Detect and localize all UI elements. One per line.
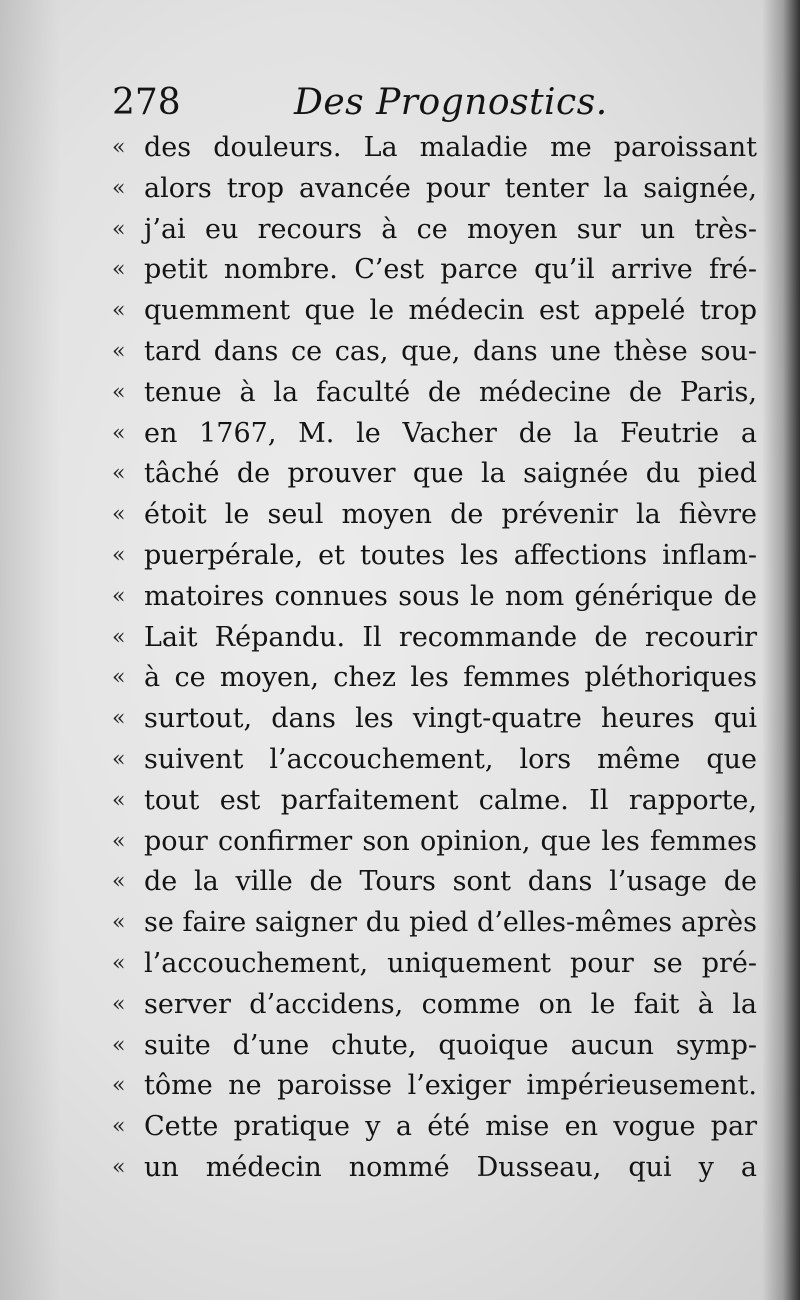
quote-mark: «	[112, 828, 126, 854]
text-line	[112, 1148, 757, 1189]
line-text: suivent l’accouchement, lors même que	[144, 743, 757, 775]
line-text: suite d’une chute, quoique aucun symp-	[144, 1029, 757, 1061]
text-line	[112, 740, 757, 781]
text-line	[112, 332, 757, 373]
line-text: des douleurs. La maladie me paroissant	[144, 132, 757, 163]
quote-mark: «	[112, 950, 126, 976]
line-text: l’accouchement, uniquement pour se pré-	[144, 947, 757, 979]
text-line	[112, 454, 757, 495]
text-line	[112, 985, 757, 1026]
quote-mark: «	[112, 1114, 126, 1140]
line-text: en 1767, M. le Vacher de la Feutrie a	[144, 417, 757, 449]
text-line	[112, 169, 757, 210]
page-header	[112, 78, 752, 128]
quote-mark: «	[112, 787, 126, 813]
quote-mark: «	[112, 502, 126, 528]
text-line	[112, 1026, 757, 1067]
text-line	[112, 1107, 757, 1148]
line-text: puerpérale, et toutes les affections inflam-	[144, 539, 757, 571]
line-text: Lait Répandu. Il recommande de recourir	[144, 621, 757, 653]
text-line	[112, 944, 757, 985]
quote-mark: «	[112, 135, 126, 160]
text-line	[112, 495, 757, 536]
text-line	[112, 1066, 757, 1107]
text-line	[112, 658, 757, 699]
line-text: à ce moyen, chez les femmes pléthoriques	[144, 662, 757, 694]
text-line	[112, 822, 757, 863]
text-line	[112, 618, 757, 659]
quote-mark: «	[112, 338, 126, 364]
line-text: server d’accidens, comme on le fait à la	[144, 988, 757, 1020]
line-text: surtout, dans les vingt-quatre heures qui	[144, 703, 757, 735]
text-line	[112, 373, 757, 414]
quote-mark: «	[112, 1032, 126, 1058]
line-text: se faire saigner du pied d’elles-mêmes après	[144, 907, 757, 939]
body-text	[112, 128, 757, 1189]
quote-mark: «	[112, 746, 126, 772]
quote-mark: «	[112, 1073, 126, 1099]
text-line	[112, 699, 757, 740]
text-line	[112, 903, 757, 944]
text-line	[112, 781, 757, 822]
quote-mark: «	[112, 869, 126, 895]
quote-mark: «	[112, 420, 126, 446]
line-text: étoit le seul moyen de prévenir la fièvre	[144, 499, 757, 531]
text-line	[112, 250, 757, 291]
line-text: de la ville de Tours sont dans l’usage de	[144, 866, 757, 898]
text-line	[112, 414, 757, 455]
line-text: tard dans ce cas, que, dans une thèse sou-	[144, 335, 757, 367]
text-line	[112, 291, 757, 332]
line-text: j’ai eu recours à ce moyen sur un très-	[144, 213, 757, 245]
quote-mark: «	[112, 910, 126, 936]
line-text: tâché de prouver que la saignée du pied	[144, 458, 757, 490]
line-text: petit nombre. C’est parce qu’il arrive fré-	[144, 254, 757, 286]
line-text: Cette pratique y a été mise en vogue par	[144, 1111, 757, 1143]
quote-mark: «	[112, 175, 126, 201]
quote-mark: «	[112, 991, 126, 1017]
page-number: 278	[112, 82, 181, 123]
quote-mark: «	[112, 461, 126, 487]
quote-mark: «	[112, 216, 126, 242]
line-text: un médecin nommé Dusseau, qui y a	[144, 1151, 757, 1183]
text-line	[112, 210, 757, 251]
quote-mark: «	[112, 298, 126, 324]
text-line	[112, 536, 757, 577]
line-text: tout est parfaitement calme. Il rapporte,	[144, 784, 757, 816]
running-title: Des Prognostics.	[294, 82, 608, 123]
page-shadow-left	[0, 0, 60, 1300]
line-text: alors trop avancée pour tenter la saignée,	[144, 172, 757, 204]
quote-mark: «	[112, 257, 126, 283]
quote-mark: «	[112, 379, 126, 405]
page-edge-shadow	[762, 0, 800, 1300]
line-text: tôme ne paroisse l’exiger impérieusement.	[144, 1070, 757, 1102]
text-line	[112, 862, 757, 903]
quote-mark: «	[112, 583, 126, 609]
quote-mark: «	[112, 542, 126, 568]
quote-mark: «	[112, 706, 126, 732]
line-text: matoires connues sous le nom générique de	[144, 580, 757, 612]
text-line	[112, 577, 757, 618]
line-text: pour confirmer son opinion, que les femmes	[144, 825, 757, 857]
text-line	[112, 128, 757, 169]
line-text: tenue à la faculté de médecine de Paris,	[144, 376, 757, 408]
quote-mark: «	[112, 1154, 126, 1180]
quote-mark: «	[112, 624, 126, 650]
line-text: quemment que le médecin est appelé trop	[144, 295, 757, 327]
quote-mark: «	[112, 665, 126, 691]
